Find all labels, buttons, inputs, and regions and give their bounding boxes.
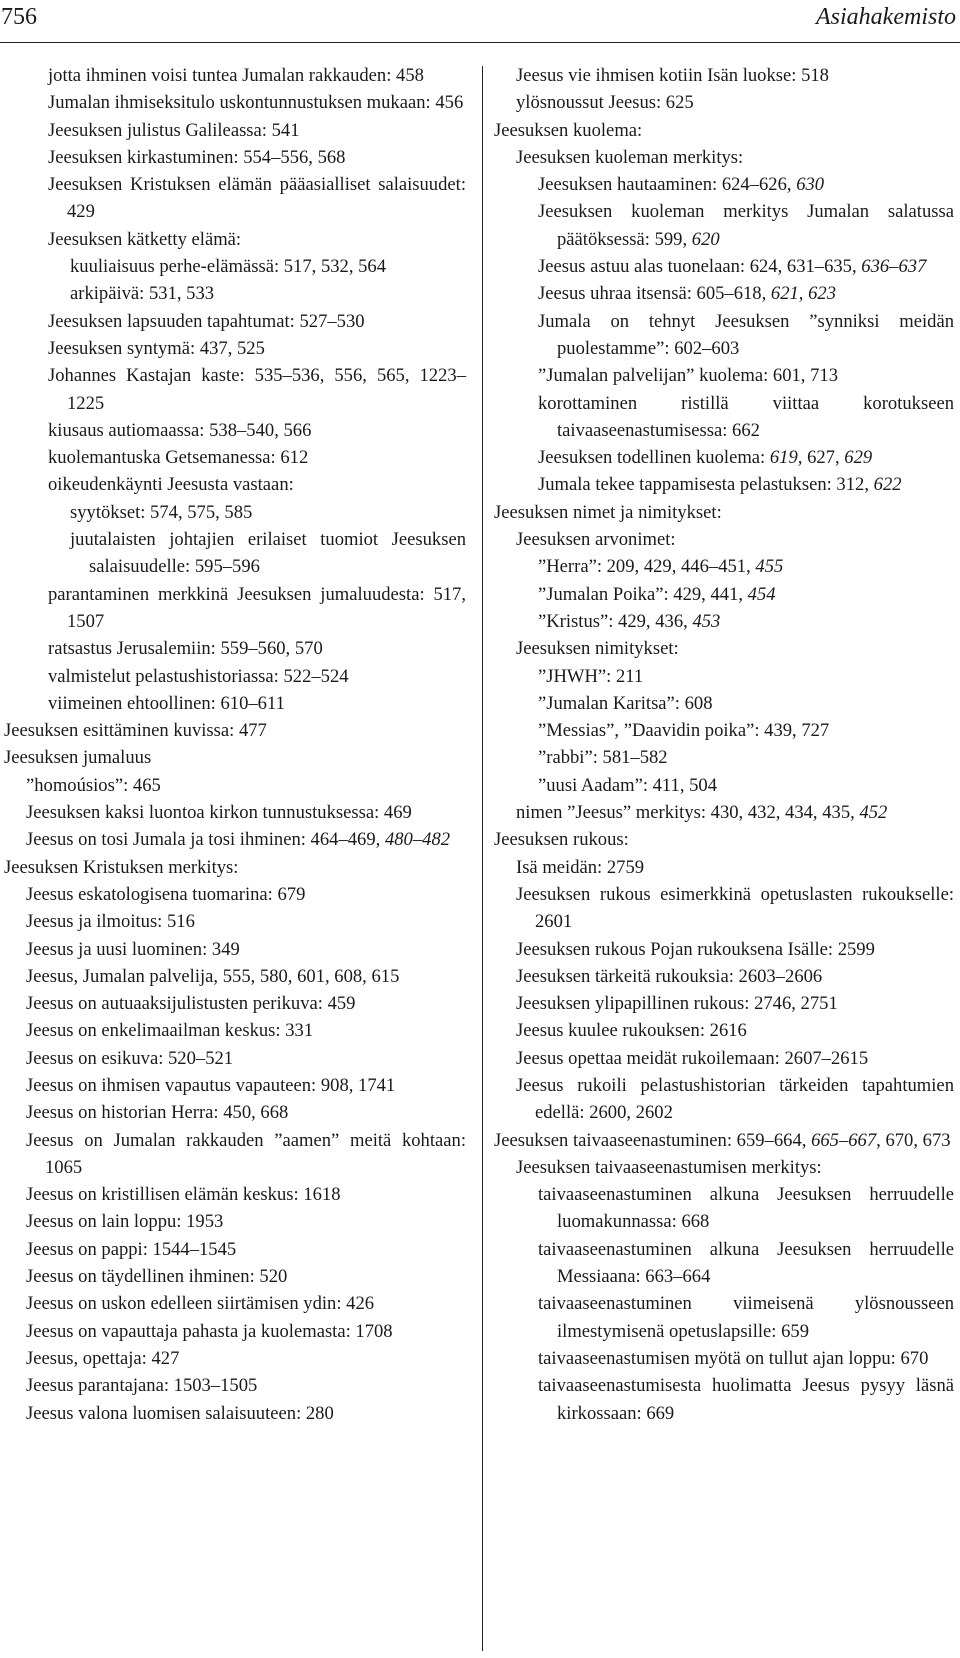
index-entry — [4, 444, 466, 471]
index-entry — [494, 444, 954, 471]
index-entry-italic-ref: 622 — [873, 474, 902, 496]
index-entry-italic-ref: 630 — [796, 174, 825, 196]
index-entry — [494, 280, 954, 307]
index-entry-text: viimeinen ehtoollinen: 610–611 — [48, 692, 285, 714]
index-entry-text: Jeesus astuu alas tuonelaan: 624, 631–635, — [538, 256, 857, 278]
index-entry-text: Jeesus on pappi: 1544–1545 — [26, 1238, 237, 1260]
index-entry — [4, 1017, 466, 1044]
index-entry-italic-ref: 619, — [769, 447, 803, 469]
index-entry — [494, 826, 954, 853]
index-entry-text: Jeesus on Jumalan rakkauden ”aamen” meitä kohtaan: 1065 — [26, 1129, 466, 1178]
index-entry — [494, 881, 954, 936]
index-entry-italic-ref: 665–667, — [811, 1129, 881, 1151]
index-entry — [4, 308, 466, 335]
index-entry-text: ylösnoussut Jeesus: 625 — [516, 92, 694, 114]
index-entry — [494, 1017, 954, 1044]
index-entry — [4, 1072, 466, 1099]
index-entry-text: ”rabbi”: 581–582 — [538, 747, 668, 769]
index-entry-text: Jeesuksen rukous Pojan rukouksena Isälle: 2599 — [516, 938, 875, 960]
index-entry — [4, 1400, 466, 1427]
index-entry-text: Jeesuksen lapsuuden tapahtumat: 527–530 — [48, 310, 365, 332]
index-entry — [494, 471, 954, 498]
index-entry-text: ”Jumalan Poika”: 429, 441, — [538, 583, 744, 605]
index-entry — [4, 690, 466, 717]
index-entry — [4, 226, 466, 253]
index-entry — [494, 608, 954, 635]
index-entry — [494, 635, 954, 662]
index-entry — [494, 963, 954, 990]
index-entry-text: Jeesus uhraa itsensä: 605–618, — [538, 283, 767, 305]
index-entry-text: Jeesuksen arvonimet: — [516, 529, 676, 551]
index-entry — [4, 799, 466, 826]
index-entry-text: Jeesuksen Kristuksen elämän pääasialliset salaisuudet: 429 — [48, 174, 466, 223]
index-entry — [4, 417, 466, 444]
index-entry — [494, 1236, 954, 1291]
index-entry-text: Jeesus valona luomisen salaisuuteen: 280 — [26, 1402, 334, 1424]
index-entry — [4, 1345, 466, 1372]
index-entry-italic-ref: 453 — [692, 610, 721, 632]
index-entry — [4, 335, 466, 362]
column-divider — [482, 66, 483, 1651]
index-entry-text: korottaminen ristillä viittaa korotukseen taivaaseenastumisessa: 662 — [538, 392, 954, 441]
index-entry-text: Jeesus on kristillisen elämän keskus: 1618 — [26, 1184, 341, 1206]
index-entry-text: kiusaus autiomaassa: 538–540, 566 — [48, 419, 312, 441]
index-entry-italic-ref: 454 — [747, 583, 776, 605]
index-entry-text: Johannes Kastajan kaste: 535–536, 556, 565, 1223–1225 — [48, 365, 466, 414]
index-entry-italic-ref: 636–637 — [861, 256, 927, 278]
index-entry-text: Jeesuksen kuolema: — [494, 119, 643, 141]
index-entry-text: Jeesuksen todellinen kuolema: — [538, 447, 766, 469]
index-entry-text: Jeesuksen kuoleman merkitys Jumalan salatussa päätöksessä: 599, — [538, 201, 954, 250]
index-entry — [494, 117, 954, 144]
index-entry — [494, 308, 954, 363]
index-entry-text: Jeesuksen jumaluus — [4, 747, 152, 769]
index-entry — [494, 553, 954, 580]
index-entry — [4, 1372, 466, 1399]
index-entry-italic-ref: 629 — [844, 447, 873, 469]
index-entry-text: Jeesuksen nimitykset: — [516, 638, 679, 660]
index-entry — [4, 663, 466, 690]
index-entry — [4, 717, 466, 744]
index-entry-text: Jeesuksen nimet ja nimitykset: — [494, 501, 722, 523]
index-entry — [494, 1127, 954, 1154]
index-entry-text: ”Herra”: 209, 429, 446–451, — [538, 556, 751, 578]
index-entry-text: Jeesus on historian Herra: 450, 668 — [26, 1102, 289, 1124]
index-entry-text: taivaaseenastuminen alkuna Jeesuksen herruudelle luomakunnassa: 668 — [538, 1184, 954, 1233]
index-entry — [4, 936, 466, 963]
index-entry — [494, 253, 954, 280]
index-entry — [494, 1372, 954, 1427]
index-entry — [4, 280, 466, 307]
index-entry — [494, 1072, 954, 1127]
index-entry-text: Jeesus eskatologisena tuomarina: 679 — [26, 883, 306, 905]
index-entry-text: kuuliaisuus perhe-elämässä: 517, 532, 564 — [70, 256, 387, 278]
index-entry — [4, 1099, 466, 1126]
index-entry-italic-ref: 455 — [755, 556, 784, 578]
index-entry — [4, 990, 466, 1017]
index-entry-text: Jeesus ja ilmoitus: 516 — [26, 911, 195, 933]
index-entry-text: Jeesuksen esittäminen kuvissa: 477 — [4, 720, 267, 742]
index-entry-text: Jeesus on ihmisen vapautus vapauteen: 908, 1741 — [26, 1074, 396, 1096]
index-entry-text: ”Kristus”: 429, 436, — [538, 610, 688, 632]
index-entry-text: Jeesus kuulee rukouksen: 2616 — [516, 1020, 747, 1042]
index-entry — [494, 772, 954, 799]
index-entry-ref: 670, 673 — [885, 1129, 951, 1151]
index-entry — [4, 471, 466, 498]
index-entry-text: Jeesus, Jumalan palvelija, 555, 580, 601, 608, 615 — [26, 965, 400, 987]
section-title: Asiahakemisto — [816, 4, 956, 30]
index-entry — [4, 1236, 466, 1263]
page-number: 756 — [1, 4, 37, 30]
index-entry — [4, 826, 466, 853]
index-entry-text: Jeesuksen taivaaseenastuminen: 659–664, — [494, 1129, 807, 1151]
index-entry-text: ”homoúsios”: 465 — [26, 774, 161, 796]
running-header — [0, 0, 960, 43]
index-entry-text: Jumala on tehnyt Jeesuksen ”synniksi meidän puolestamme”: 602–603 — [538, 310, 954, 359]
index-entry-text: taivaaseenastuminen viimeisenä ylösnousseen ilmestymisenä opetuslapsille: 659 — [538, 1293, 954, 1342]
index-entry — [494, 690, 954, 717]
index-entry — [494, 1181, 954, 1236]
index-entry — [494, 198, 954, 253]
index-entry — [494, 499, 954, 526]
index-entry — [4, 908, 466, 935]
index-entry — [4, 117, 466, 144]
index-entry-text: Jeesuksen kuoleman merkitys: — [516, 146, 744, 168]
index-entry-text: Jeesus on esikuva: 520–521 — [26, 1047, 234, 1069]
index-entry — [494, 663, 954, 690]
index-column-right — [494, 62, 954, 1427]
index-entry — [4, 854, 466, 881]
index-entry-ref: 627, — [807, 447, 840, 469]
index-entry-text: Jeesuksen taivaaseenastumisen merkitys: — [516, 1156, 822, 1178]
index-entry — [494, 744, 954, 771]
index-entry-text: Jeesus on täydellinen ihminen: 520 — [26, 1266, 288, 1288]
index-entry — [494, 990, 954, 1017]
index-entry — [494, 936, 954, 963]
index-entry-text: Jeesus on enkelimaailman keskus: 331 — [26, 1020, 314, 1042]
index-entry-text: Jeesus parantajana: 1503–1505 — [26, 1375, 258, 1397]
index-entry-italic-ref: 621, 623 — [770, 283, 836, 305]
index-entry-text: Jeesus on autuaaksijulistusten perikuva: 459 — [26, 993, 356, 1015]
index-entry-text: taivaaseenastumisesta huolimatta Jeesus pysyy läsnä kirkossaan: 669 — [538, 1375, 954, 1424]
index-entry — [494, 390, 954, 445]
index-entry-text: ”Jumalan Karitsa”: 608 — [538, 692, 713, 714]
index-entry-text: ”uusi Aadam”: 411, 504 — [538, 774, 718, 796]
index-entry-text: Jeesus on vapauttaja pahasta ja kuolemasta: 1708 — [26, 1320, 393, 1342]
index-entry-text: taivaaseenastumisen myötä on tullut ajan loppu: 670 — [538, 1347, 929, 1369]
index-entry — [4, 1318, 466, 1345]
index-entry-text: juutalaisten johtajien erilaiset tuomiot Jeesuksen salaisuudelle: 595–596 — [70, 529, 466, 578]
index-entry — [494, 89, 954, 116]
index-entry-text: oikeudenkäynti Jeesusta vastaan: — [48, 474, 294, 496]
index-entry — [4, 1290, 466, 1317]
index-entry — [494, 1154, 954, 1181]
index-entry-text: Jumalan ihmiseksitulo uskontunnustuksen mukaan: 456 — [48, 92, 464, 114]
index-entry-text: kuolemantuska Getsemanessa: 612 — [48, 447, 309, 469]
index-entry — [494, 854, 954, 881]
index-entry — [4, 963, 466, 990]
index-entry — [4, 1208, 466, 1235]
index-entry-text: Jeesus rukoili pelastushistorian tärkeiden tapahtumien edellä: 2600, 2602 — [516, 1074, 954, 1124]
index-entry — [494, 362, 954, 389]
index-entry — [4, 526, 466, 581]
index-entry-text: Jeesuksen kaksi luontoa kirkon tunnustuksessa: 469 — [26, 802, 412, 824]
index-entry-text: Jeesus on tosi Jumala ja tosi ihminen: 464–469, — [26, 829, 381, 851]
index-entry-text: valmistelut pelastushistoriassa: 522–524 — [48, 665, 349, 687]
index-entry — [4, 1045, 466, 1072]
index-entry-text: Jeesus on lain loppu: 1953 — [26, 1211, 224, 1233]
index-entry-text: arkipäivä: 531, 533 — [70, 283, 215, 305]
index-entry — [494, 1045, 954, 1072]
index-entry-text: Jeesuksen ylipapillinen rukous: 2746, 2751 — [516, 993, 838, 1015]
index-entry-text: ”Messias”, ”Daavidin poika”: 439, 727 — [538, 720, 830, 742]
index-entry-text: Jeesuksen tärkeitä rukouksia: 2603–2606 — [516, 965, 823, 987]
index-entry — [4, 635, 466, 662]
index-entry-italic-ref: 620 — [691, 228, 720, 250]
index-entry-text: jotta ihminen voisi tuntea Jumalan rakkauden: 458 — [48, 65, 424, 86]
index-entry — [494, 62, 954, 89]
index-entry — [4, 1181, 466, 1208]
index-entry — [494, 526, 954, 553]
index-entry — [4, 89, 466, 116]
index-entry-italic-ref: 480–482 — [384, 829, 451, 851]
index-entry — [494, 1290, 954, 1345]
index-entry — [4, 62, 466, 89]
index-entry-text: Jeesuksen kirkastuminen: 554–556, 568 — [48, 146, 346, 168]
index-entry-text: Jeesuksen Kristuksen merkitys: — [4, 856, 239, 878]
index-entry — [4, 253, 466, 280]
index-entry — [494, 144, 954, 171]
index-entry — [4, 362, 466, 417]
index-entry — [494, 171, 954, 198]
index-entry — [494, 1345, 954, 1372]
index-entry-text: Jeesuksen rukous: — [494, 829, 629, 851]
index-entry-text: Jumala tekee tappamisesta pelastuksen: 312, — [538, 474, 869, 496]
index-entry-text: Jeesus opettaa meidät rukoilemaan: 2607–2615 — [516, 1047, 869, 1069]
index-entry — [4, 1127, 466, 1182]
index-entry — [4, 1263, 466, 1290]
index-entry-text: taivaaseenastuminen alkuna Jeesuksen herruudelle Messiaana: 663–664 — [538, 1238, 954, 1288]
index-entry-text: ratsastus Jerusalemiin: 559–560, 570 — [48, 638, 323, 660]
index-entry-text: Jeesuksen syntymä: 437, 525 — [48, 337, 265, 359]
index-entry-text: Isä meidän: 2759 — [516, 856, 645, 878]
index-entry-text: parantaminen merkkinä Jeesuksen jumaluudesta: 517, 1507 — [48, 583, 466, 632]
index-entry-text: Jeesuksen rukous esimerkkinä opetuslasten rukoukselle: 2601 — [516, 883, 954, 933]
index-entry-text: syytökset: 574, 575, 585 — [70, 501, 253, 523]
index-entry-text: Jeesuksen kätketty elämä: — [48, 228, 242, 250]
index-entry-italic-ref: 452 — [859, 802, 888, 824]
index-entry — [4, 744, 466, 771]
index-entry-text: Jeesus, opettaja: 427 — [26, 1347, 180, 1369]
index-entry — [4, 171, 466, 226]
index-entry-text: Jeesuksen hautaaminen: 624–626, — [538, 174, 792, 196]
index-entry — [494, 717, 954, 744]
index-entry — [4, 499, 466, 526]
index-entry — [4, 144, 466, 171]
index-entry-text: nimen ”Jeesus” merkitys: 430, 432, 434, 435, — [516, 802, 855, 824]
index-entry-text: ”JHWH”: 211 — [538, 665, 644, 687]
index-entry — [494, 581, 954, 608]
index-entry-text: Jeesus on uskon edelleen siirtämisen ydin: 426 — [26, 1293, 375, 1315]
index-entry — [4, 581, 466, 636]
index-entry-text: ”Jumalan palvelijan” kuolema: 601, 713 — [538, 365, 838, 387]
index-entry-text: Jeesus vie ihmisen kotiin Isän luokse: 518 — [516, 65, 829, 86]
index-entry-text: Jeesus ja uusi luominen: 349 — [26, 938, 240, 960]
index-column-left — [4, 62, 466, 1427]
index-entry — [4, 881, 466, 908]
index-entry — [4, 772, 466, 799]
index-entry-text: Jeesuksen julistus Galileassa: 541 — [48, 119, 300, 141]
index-entry — [494, 799, 954, 826]
